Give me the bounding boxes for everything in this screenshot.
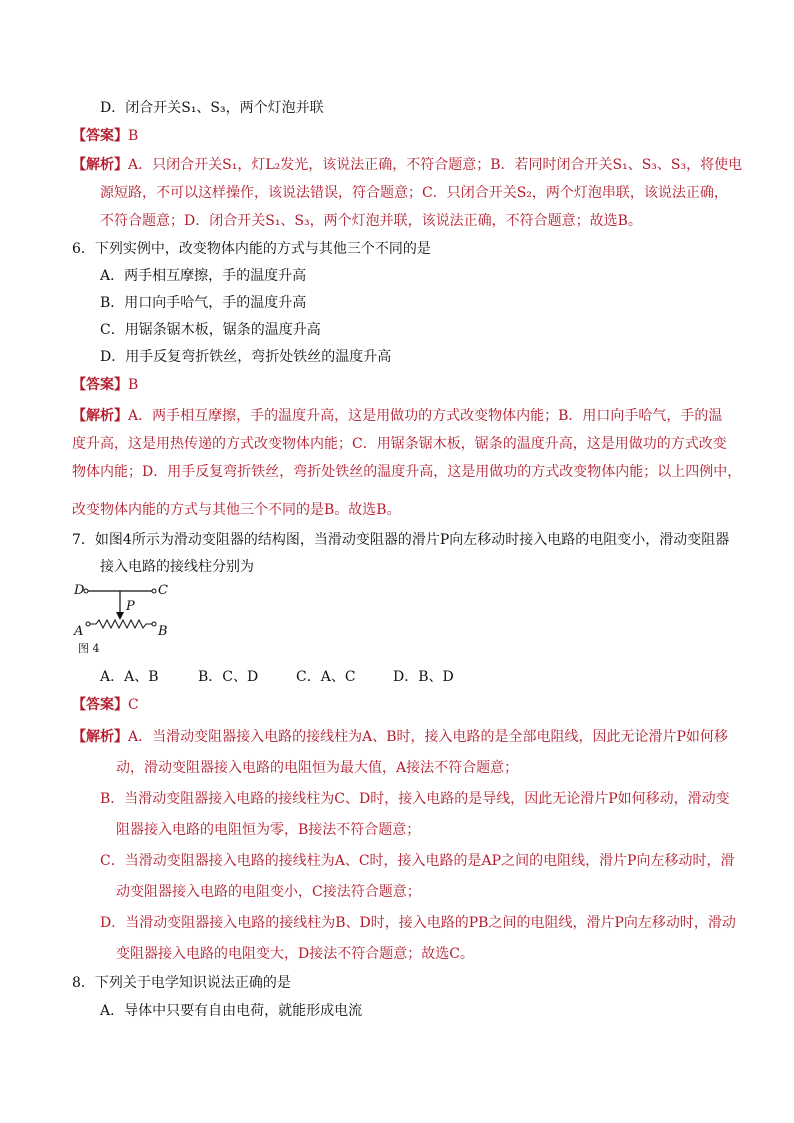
q6-analysis-line-2: 度升高，这是用热传递的方式改变物体内能；C．用锯条锯木板，锯条的温度升高，这是用做功的方式改变 [72, 436, 727, 452]
q7-option-d: D．B、D [393, 669, 454, 685]
label-p: P [126, 599, 135, 614]
q7-option-b: B．C、D [198, 669, 259, 685]
q5-option-d: D．闭合开关S₁、S₃，两个灯泡并联 [100, 100, 324, 116]
answer-tag: 【答案】 [72, 377, 128, 393]
figure-caption: 图 4 [78, 642, 100, 655]
q6-option-a: A．两手相互摩擦，手的温度升高 [100, 268, 307, 284]
q5-analysis-line-1 [72, 155, 742, 175]
q6-stem: 6．下列实例中，改变物体内能的方式与其他三个不同的是 [72, 241, 431, 257]
q6-option-b: B．用口向手哈气，手的温度升高 [100, 295, 307, 311]
analysis-tag: 【解析】 [72, 729, 128, 745]
q7-analysis-line-7: D．当滑动变阻器接入电路的接线柱为B、D时，接入电路的PB之间的电阻线，滑片P向左移动时，滑动 [100, 915, 736, 931]
terminal-b [152, 622, 156, 626]
q6-option-c: C．用锯条锯木板，锯条的温度升高 [100, 322, 321, 338]
q7-option-a: A．A、B [100, 669, 159, 685]
q8-stem: 8．下列关于电学知识说法正确的是 [72, 975, 291, 991]
answer-value: C [128, 697, 139, 713]
label-b: B [158, 624, 168, 639]
q7-analysis-line-4: 阻器接入电路的电阻恒为零，B接法不符合题意； [116, 822, 421, 838]
analysis-text: A．两手相互摩擦，手的温度升高，这是用做功的方式改变物体内能；B．用口向手哈气，手的温 [128, 408, 723, 424]
answer-tag: 【答案】 [72, 128, 128, 144]
q6-analysis-line-3: 物体内能；D．用手反复弯折铁丝，弯折处铁丝的温度升高，这是用做功的方式改变物体内能；以上四例中， [72, 464, 742, 480]
q5-answer [72, 126, 138, 146]
q7-option-c: C．A、C [296, 669, 356, 685]
analysis-tag: 【解析】 [72, 408, 128, 424]
label-d: D [74, 583, 85, 598]
q8-option-a: A．导体中只要有自由电荷，就能形成电流 [100, 1003, 363, 1019]
q6-analysis-line-4: 改变物体内能的方式与其他三个不同的是B。故选B。 [72, 502, 401, 518]
q7-stem-line-1: 7．如图4所示为滑动变阻器的结构图，当滑动变阻器的滑片P向左移动时接入电路的电阻变小，滑动变阻器 [72, 532, 730, 548]
q5-analysis-line-3: 不符合题意；D．闭合开关S₁、S₃，两个灯泡并联，该说法正确，不符合题意；故选B。 [100, 213, 642, 229]
q7-analysis-line-2: 动，滑动变阻器接入电路的电阻恒为最大值，A接法不符合题意； [116, 760, 519, 776]
answer-tag: 【答案】 [72, 697, 128, 713]
analysis-text: A．只闭合开关S₁，灯L₂发光，该说法正确，不符合题意；B．若同时闭合开关S₁、S₃、S₃，将使电 [128, 157, 743, 173]
q7-answer [72, 695, 139, 715]
q7-analysis-line-5: C．当滑动变阻器接入电路的接线柱为A、C时，接入电路的是AP之间的电阻线，滑片P向左移动时，滑 [100, 853, 735, 869]
answer-value: B [128, 377, 139, 393]
q6-option-d: D．用手反复弯折铁丝，弯折处铁丝的温度升高 [100, 349, 392, 365]
resistor-wire [90, 620, 152, 628]
q5-analysis-line-2: 源短路，不可以这样操作，该说法错误，符合题意；C．只闭合开关S₂，两个灯泡串联，该说法正确， [100, 185, 728, 201]
q6-analysis-line-1 [72, 406, 722, 426]
terminal-c [152, 589, 156, 593]
q7-analysis-line-3: B．当滑动变阻器接入电路的接线柱为C、D时，接入电路的是导线，因此无论滑片P如何移动，滑动变 [100, 791, 730, 807]
slider-arrow-icon [116, 612, 124, 620]
q7-analysis-line-6: 动变阻器接入电路的电阻变小，C接法符合题意； [116, 884, 421, 900]
label-a: A [74, 624, 84, 639]
q7-analysis-line-8: 变阻器接入电路的电阻变大，D接法不符合题意；故选C。 [116, 946, 474, 962]
analysis-text: A．当滑动变阻器接入电路的接线柱为A、B时，接入电路的是全部电阻线，因此无论滑片P如何移 [128, 729, 728, 745]
analysis-tag: 【解析】 [72, 157, 128, 173]
q7-analysis-line-1 [72, 727, 728, 747]
q6-answer [72, 375, 138, 395]
answer-value: B [128, 128, 139, 144]
terminal-a [86, 622, 90, 626]
q7-stem-line-2: 接入电路的接线柱分别为 [100, 559, 254, 575]
label-c: C [158, 583, 168, 598]
terminal-d [84, 589, 88, 593]
